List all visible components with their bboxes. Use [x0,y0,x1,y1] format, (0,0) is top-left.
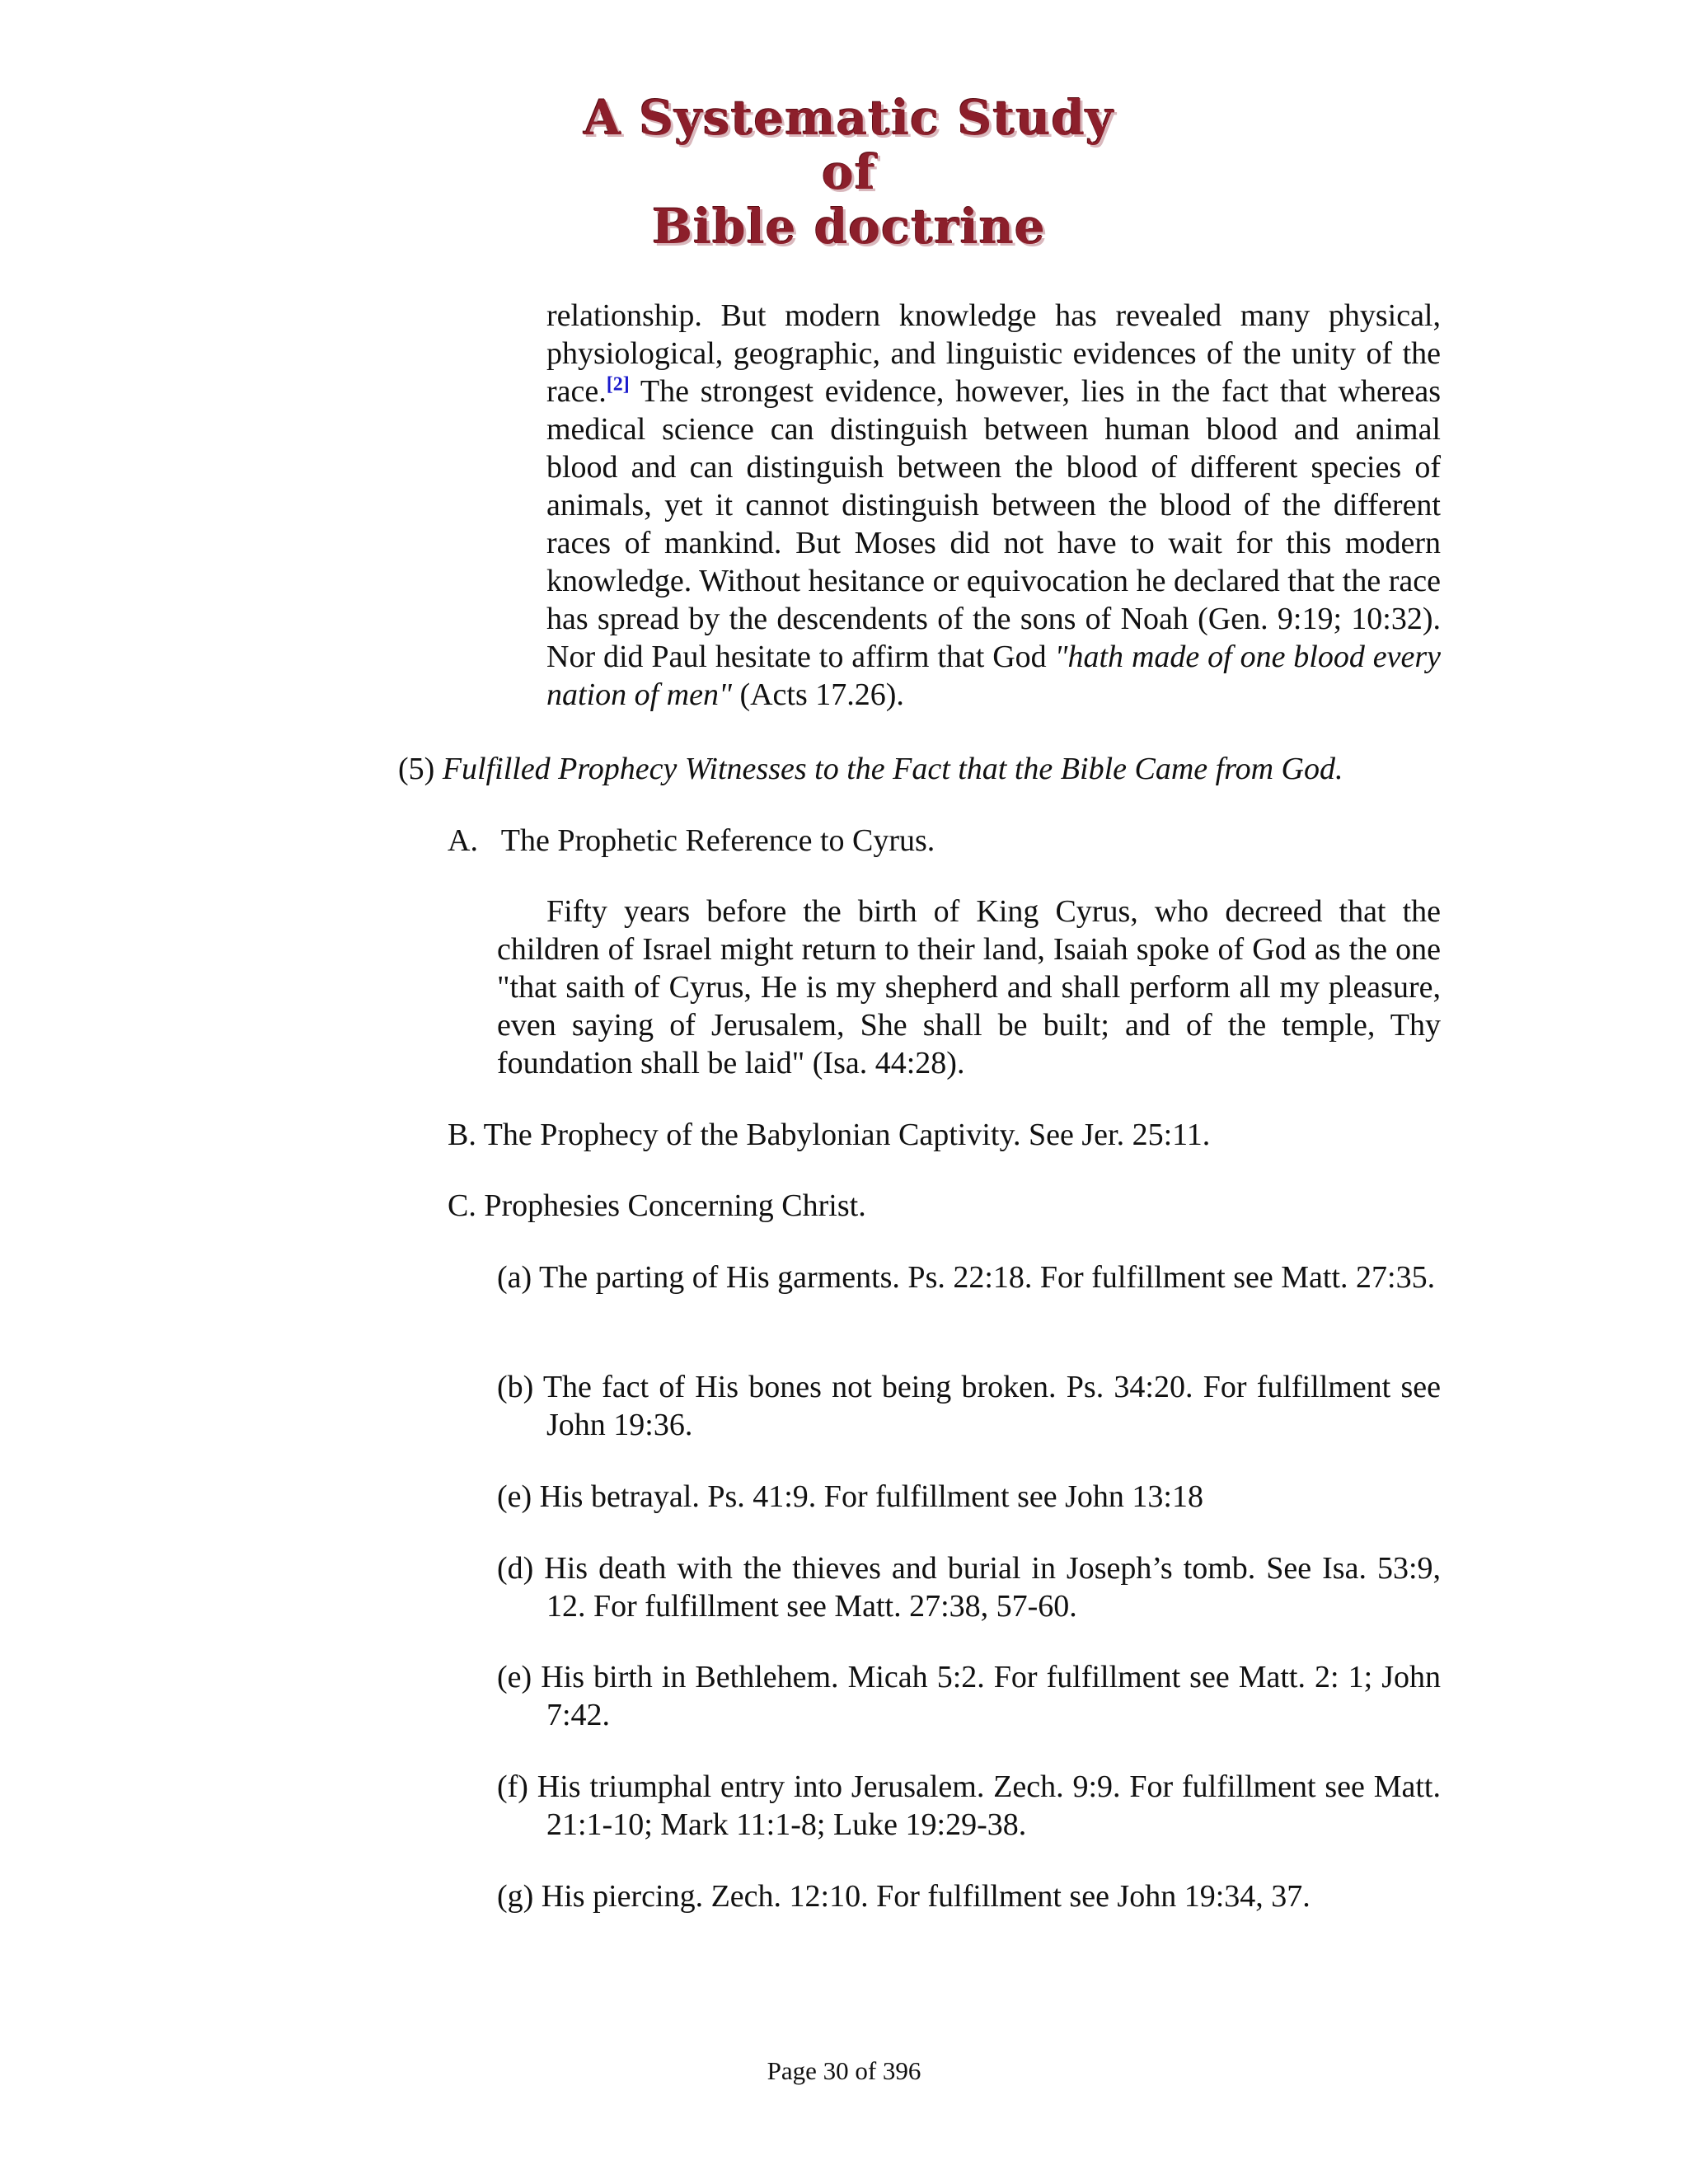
prophecy-item-f: (f) His triumphal entry into Jerusalem. Zech. 9:9. For fulfillment see Matt. 21:1-10; Mark 11:1-8; Luke 19:29-38. [497,1769,1441,1842]
intro-text-part-1: relationship. But modern knowledge has revealed many physical, physiological, geographic, and linguistic evidences of the unity of the race. [546,298,1441,409]
book-title-line-1: A Systematic Study of [584,90,1114,200]
book-title-banner [560,91,1137,254]
section-heading-5 [398,750,1470,788]
intro-text-part-3: (Acts 17.26). [731,677,904,712]
intro-text-part-2: The strongest evidence, however, lies in the fact that whereas medical science can distinguish between human blood and animal blood and can distinguish between the blood of different species of animals, yet it cannot distinguish between the blood of the different races of mankind. But Moses did not have to wait for this modern knowledge. Without hesitance or equivocation he declared that the race has spread by the descendents of the sons of Noah (Gen. 9:19; 10:32). Nor did Paul hesitate to affirm that God [546,374,1441,674]
intro-quote: "hath made of one blood every nation of men" [546,640,1441,712]
item-b-heading: B. The Prophecy of the Babylonian Captivity. See Jer. 25:11. [448,1118,1211,1152]
section-number: (5) [398,752,443,786]
footnote-link[interactable]: [2] [606,373,630,396]
item-a-heading: A. The Prophetic Reference to Cyrus. [448,823,935,858]
book-title-line-2: Bible doctrine [652,199,1046,255]
prophecy-item-d: (d) His death with the thieves and burial in Joseph’s tomb. See Isa. 53:9, 12. For fulfillment see Matt. 27:38, 57-60. [497,1551,1441,1624]
cyrus-paragraph: Fifty years before the birth of King Cyrus, who decreed that the children of Israel might return to their land, Isaiah spoke of God as the one "that saith of Cyrus, He is my shepherd and shall perform all my pleasure, even saying of Jerusalem, She shall be built; and of the temple, Thy foundation shall be laid" (Isa. 44:28). [497,894,1441,1080]
prophecy-item-b: (b) The fact of His bones not being broken. Ps. 34:20. For fulfillment see John 19:36. [497,1370,1441,1442]
prophecy-item-betrayal: (e) His betrayal. Ps. 41:9. For fulfillment see John 13:18 [497,1479,1203,1514]
intro-paragraph [546,297,1441,714]
prophecy-item-e: (e) His birth in Bethlehem. Micah 5:2. For fulfillment see Matt. 2: 1; John 7:42. [497,1660,1441,1732]
item-c-heading: C. Prophesies Concerning Christ. [448,1188,866,1223]
section-title: Fulfilled Prophecy Witnesses to the Fact that the Bible Came from God. [442,752,1343,786]
prophecy-item-g: (g) His piercing. Zech. 12:10. For fulfillment see John 19:34, 37. [497,1879,1311,1914]
page-number: Page 30 of 396 [767,2056,921,2085]
prophecy-item-a: (a) The parting of His garments. Ps. 22:18. For fulfillment see Matt. 27:35. [497,1260,1436,1295]
